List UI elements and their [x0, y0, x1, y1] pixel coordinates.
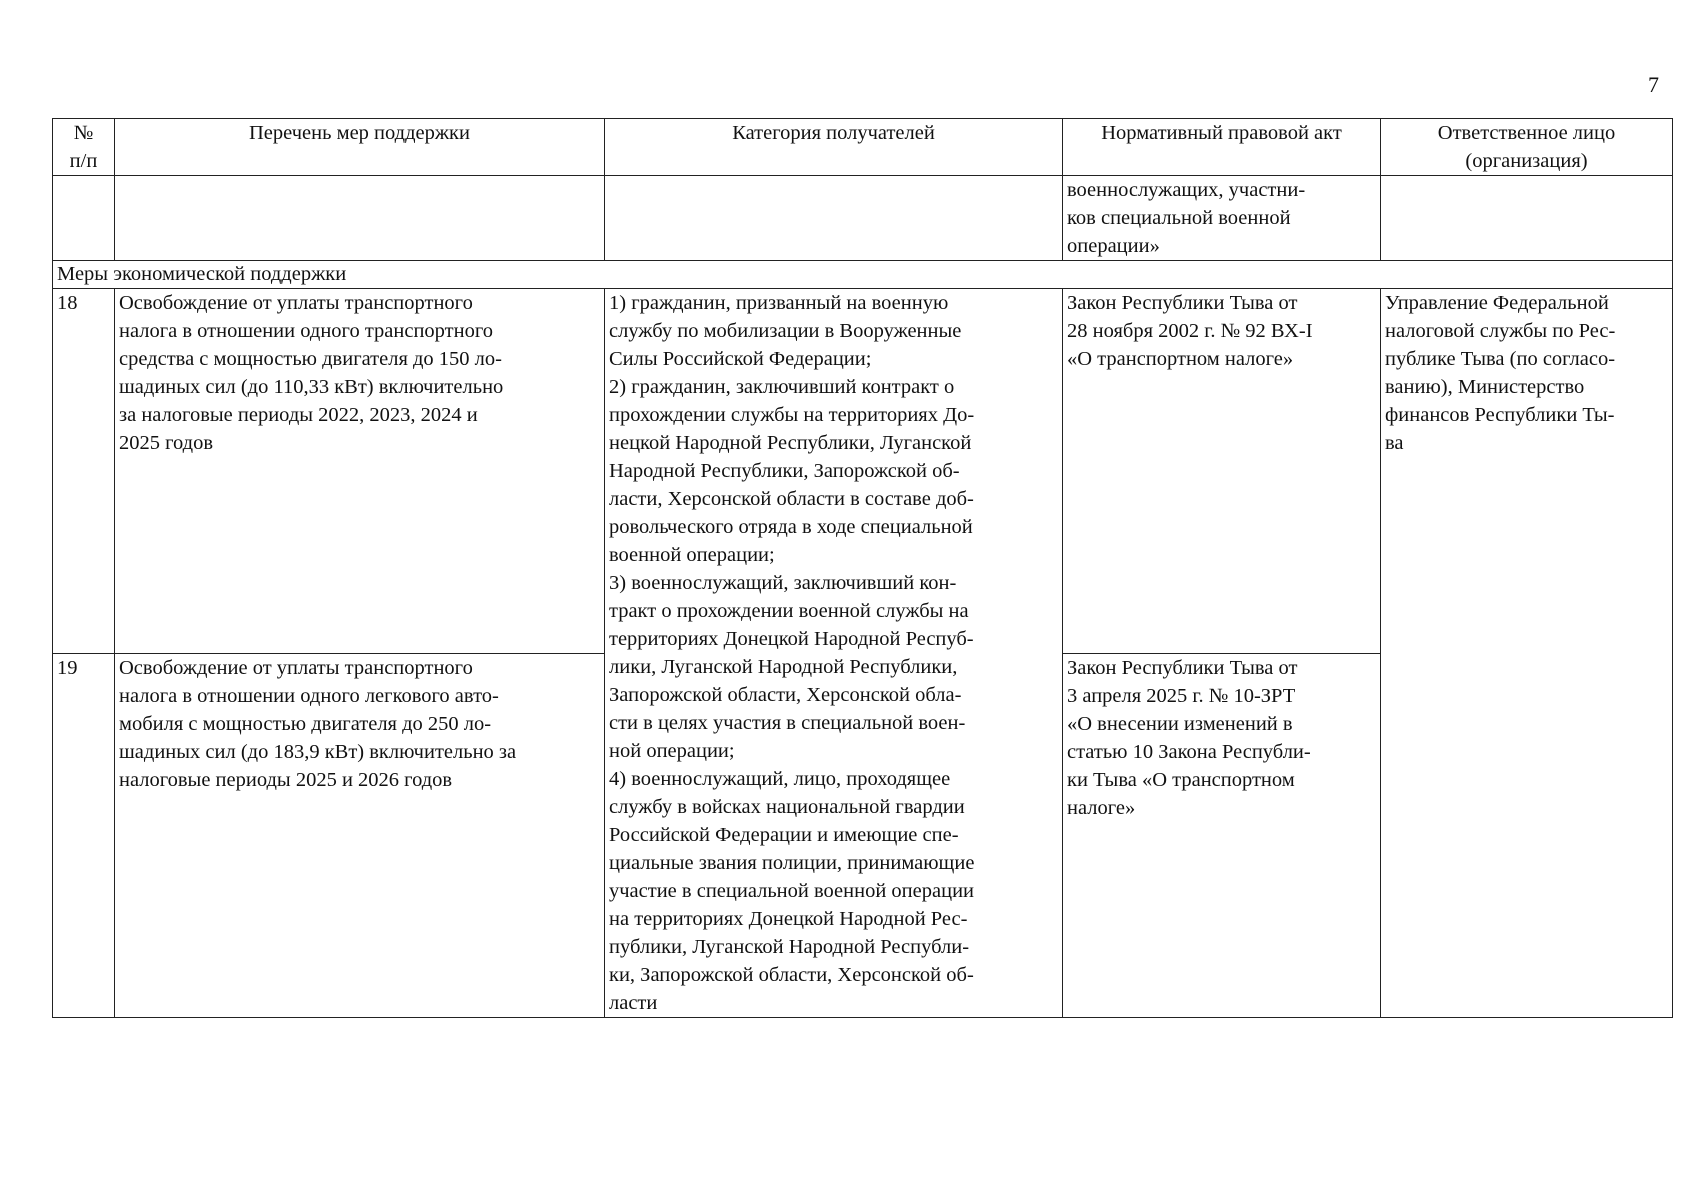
- section-row: [53, 261, 1673, 289]
- cell-responsible: Управление Федеральной налоговой службы по Рес- публике Тыва (по согласо- ванию), Министерство финансов Республики Ты- ва: [1381, 289, 1673, 1018]
- table-row-continuation: [53, 176, 1673, 261]
- cell-responsible-empty: [1381, 176, 1673, 261]
- column-header-legal-act: Нормативный правовой акт: [1063, 119, 1381, 176]
- table-row: [53, 289, 1673, 654]
- cell-number-empty: [53, 176, 115, 261]
- row-number: 19: [53, 653, 115, 1018]
- cell-recipients-empty: [605, 176, 1063, 261]
- cell-recipients: 1) гражданин, призванный на военную службу по мобилизации в Вооруженные Силы Российской Федерации; 2) гражданин, заключивший контракт о прохождении службы на территориях До- нецкой Народной Республики, Луганской Народной Республики, Запорожской об- ласти, Херсонской области в составе доб- ровольческого отряда в ходе специальной военной операции; 3) военнослужащий, заключивший кон- тракт о прохождении военной службы на территориях Донецкой Народной Респуб- лики, Луганской Народной Республики, Запорожской области, Херсонской обла- сти в целях участия в специальной воен- ной операции; 4) военнослужащий, лицо, проходящее службу в войсках национальной гвардии Российской Федерации и имеющие спе- циальные звания полиции, принимающие участие в специальной военной операции на территориях Донецкой Народной Рес- публики, Луганской Народной Республи- ки, Запорожской области, Херсонской об- ласти: [605, 289, 1063, 1018]
- column-header-responsible: Ответственное лицо (организация): [1381, 119, 1673, 176]
- section-title: Меры экономической поддержки: [53, 261, 1673, 289]
- page-number: 7: [1648, 72, 1659, 97]
- column-header-number: № п/п: [53, 119, 115, 176]
- cell-legal-act: Закон Республики Тыва от 28 ноября 2002 г. № 92 ВХ-I «О транспортном налоге»: [1063, 289, 1381, 654]
- cell-act-continued: военнослужащих, участни- ков специальной военной операции»: [1063, 176, 1381, 261]
- cell-measure: Освобождение от уплаты транспортного налога в отношении одного транспортного средства с мощностью двигателя до 150 ло- шадиных сил (до 110,33 кВт) включительно за налоговые периоды 2022, 2023, 2024 и 2025 годов: [115, 289, 605, 654]
- cell-measure: Освобождение от уплаты транспортного налога в отношении одного легкового авто- мобиля с мощностью двигателя до 250 ло- шадиных сил (до 183,9 кВт) включительно за налоговые периоды 2025 и 2026 годов: [115, 653, 605, 1018]
- row-number: 18: [53, 289, 115, 654]
- column-header-measures: Перечень мер поддержки: [115, 119, 605, 176]
- table-header-row: [53, 119, 1673, 176]
- cell-measure-empty: [115, 176, 605, 261]
- cell-legal-act: Закон Республики Тыва от 3 апреля 2025 г. № 10-ЗРТ «О внесении изменений в статью 10 Закона Республи- ки Тыва «О транспортном налоге»: [1063, 653, 1381, 1018]
- column-header-recipients: Категория получателей: [605, 119, 1063, 176]
- support-measures-table: [52, 118, 1673, 1018]
